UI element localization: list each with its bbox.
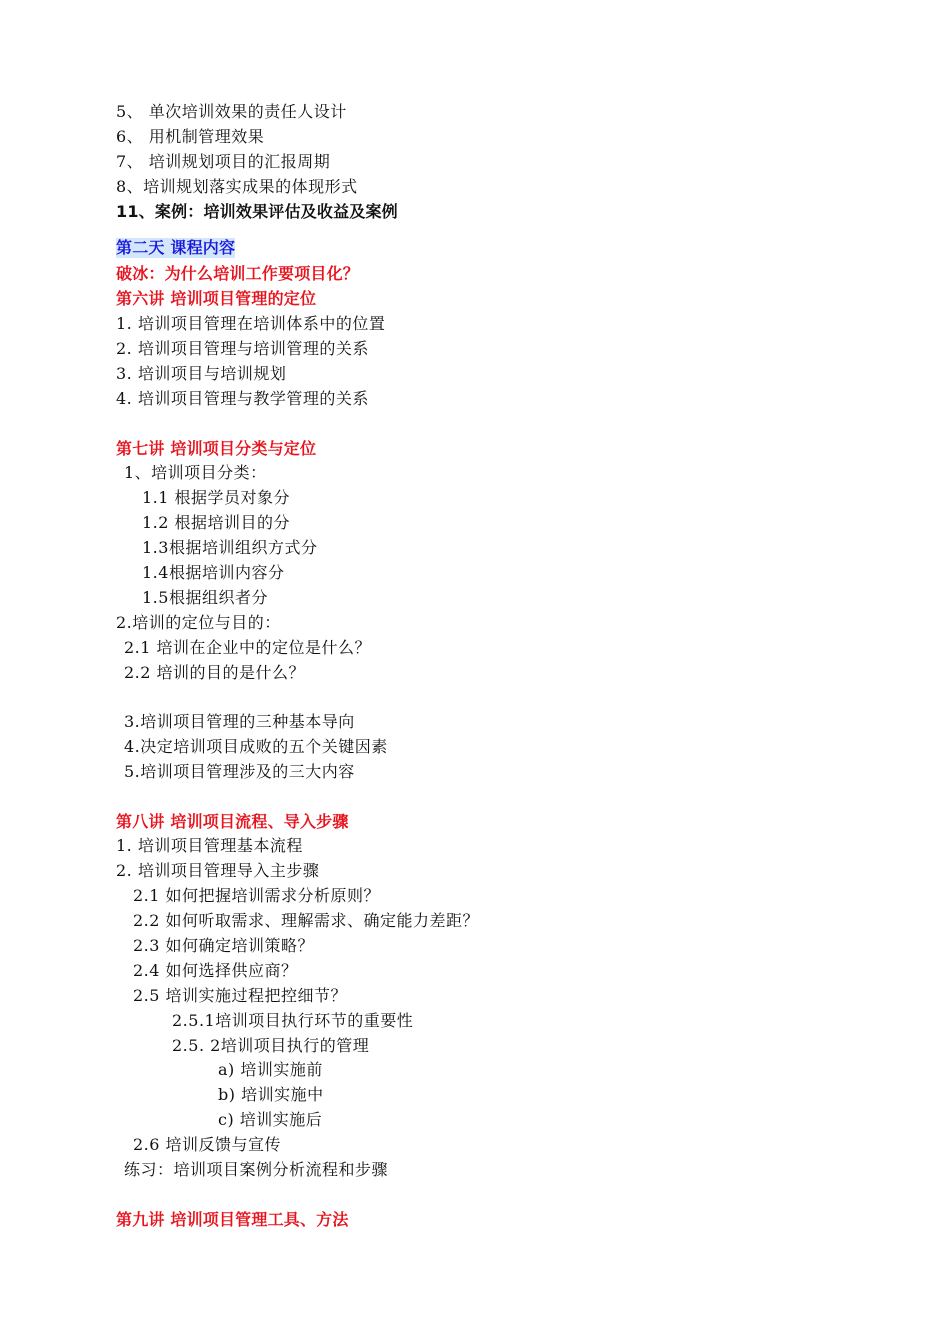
text-line: 2.5. 2培训项目执行的管理: [172, 1036, 370, 1055]
text-line: 1.3根据培训组织方式分: [142, 538, 318, 557]
text-line: 2.6 培训反馈与宣传: [133, 1135, 282, 1154]
text-line: 2. 培训项目管理导入主步骤: [116, 861, 320, 880]
text-line: 1.1 根据学员对象分: [142, 488, 291, 507]
text-line: 1.2 根据培训目的分: [142, 513, 291, 532]
text-line: 1. 培训项目管理在培训体系中的位置: [116, 314, 386, 333]
lecture-nine-heading: 第九讲 培训项目管理工具、方法: [116, 1210, 349, 1229]
text-line: 2.5 培训实施过程把控细节？: [133, 986, 348, 1005]
text-line: 2.培训的定位与目的：: [116, 613, 281, 632]
day-two-heading: 第二天 课程内容: [116, 238, 236, 257]
text-line: 2.4 如何选择供应商？: [133, 961, 298, 980]
text-line: a) 培训实施前: [218, 1060, 323, 1079]
text-line: 2. 培训项目管理与培训管理的关系: [116, 339, 369, 358]
text-line: 2.2 如何听取需求、理解需求、确定能力差距？: [133, 911, 480, 930]
text-line: 8、培训规划落实成果的体现形式: [116, 177, 358, 196]
lecture-eight-heading: 第八讲 培训项目流程、导入步骤: [116, 812, 349, 831]
text-line: c) 培训实施后: [218, 1110, 323, 1129]
text-line: 1.5根据组织者分: [142, 588, 268, 607]
text-line: 1、培训项目分类：: [124, 463, 267, 482]
case-heading: 11、案例：培训效果评估及收益及案例: [116, 202, 398, 221]
text-line: 7、 培训规划项目的汇报周期: [116, 152, 331, 171]
text-line: 1. 培训项目管理基本流程: [116, 836, 303, 855]
icebreaker-heading: 破冰：为什么培训工作要项目化？: [116, 264, 360, 283]
text-line: 2.1 如何把握培训需求分析原则？: [133, 886, 381, 905]
text-line: 5.培训项目管理涉及的三大内容: [124, 762, 355, 781]
text-line: 2.2 培训的目的是什么？: [124, 663, 306, 682]
text-line: 4.决定培训项目成败的五个关键因素: [124, 737, 388, 756]
text-line: 3. 培训项目与培训规划: [116, 364, 287, 383]
text-line: 4. 培训项目管理与教学管理的关系: [116, 389, 369, 408]
lecture-six-heading: 第六讲 培训项目管理的定位: [116, 289, 317, 308]
text-line: 1.4根据培训内容分: [142, 563, 285, 582]
text-line: 3.培训项目管理的三种基本导向: [124, 712, 355, 731]
text-line: b) 培训实施中: [218, 1085, 324, 1104]
text-line: 6、 用机制管理效果: [116, 127, 265, 146]
text-line: 2.3 如何确定培训策略？: [133, 936, 315, 955]
text-line: 5、 单次培训效果的责任人设计: [116, 102, 347, 121]
text-line: 2.1 培训在企业中的定位是什么？: [124, 638, 372, 657]
text-line: 练习：培训项目案例分析流程和步骤: [124, 1160, 389, 1179]
lecture-seven-heading: 第七讲 培训项目分类与定位: [116, 439, 317, 458]
text-line: 2.5.1培训项目执行环节的重要性: [172, 1011, 414, 1030]
